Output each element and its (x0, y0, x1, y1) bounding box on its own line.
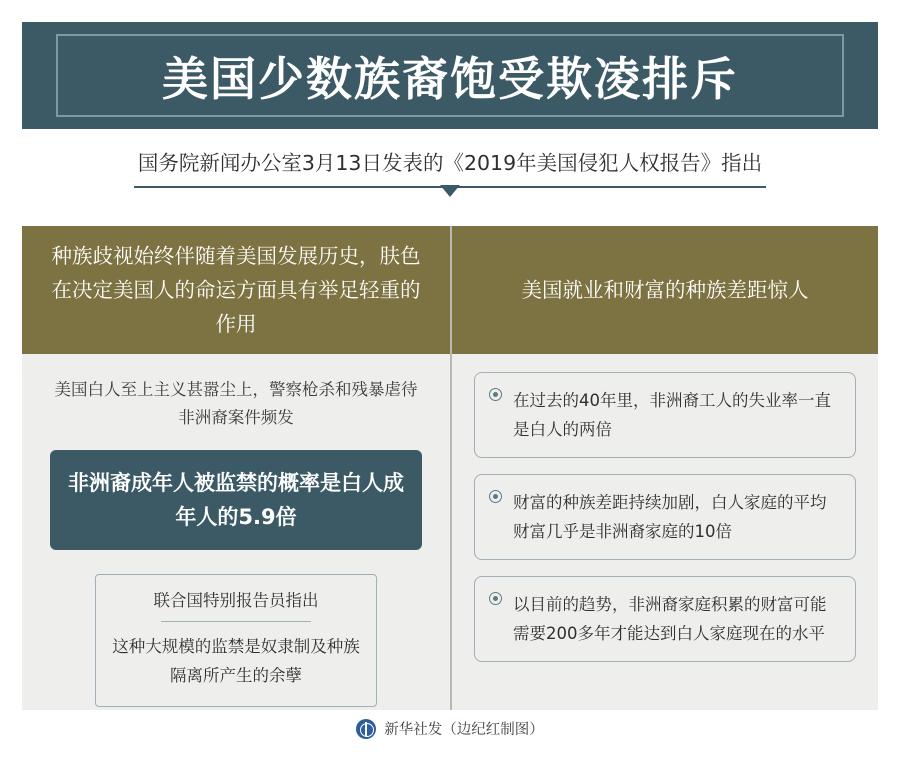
un-rapporteur-card-text: 这种大规模的监禁是奴隶制及种族隔离所产生的余孽 (112, 637, 360, 685)
arrow-down-icon (440, 185, 460, 197)
panel-right-heading: 美国就业和财富的种族差距惊人 (452, 226, 878, 354)
content-panels (22, 226, 878, 710)
header-frame (56, 34, 844, 117)
xinhua-logo-icon (356, 719, 376, 739)
bullet-circle-icon (489, 388, 502, 401)
list-item-text: 以目前的趋势，非洲裔家庭积累的财富可能需要200多年才能达到白人家庭现在的水平 (513, 595, 827, 643)
panel-left-note: 美国白人至上主义甚嚣尘上，警察枪杀和残暴虐待非洲裔案件频发 (54, 380, 418, 427)
panel-left-heading: 种族歧视始终伴随着美国发展历史，肤色在决定美国人的命运方面具有举足轻重的作用 (22, 226, 450, 354)
list-item-text: 财富的种族差距持续加剧，白人家庭的平均财富几乎是非洲裔家庭的10倍 (513, 493, 827, 541)
footer (0, 718, 900, 739)
panel-left-highlight: 非洲裔成年人被监禁的概率是白人成年人的5.9倍 (50, 450, 422, 550)
list-item (474, 576, 856, 662)
subtitle: 国务院新闻办公室3月13日发表的《2019年美国侵犯人权报告》指出 (134, 140, 766, 188)
panel-right (450, 226, 878, 710)
un-rapporteur-card-title: 联合国特别报告员指出 (153, 591, 319, 610)
panel-right-body (452, 354, 878, 662)
header-band (22, 22, 878, 129)
list-item (474, 474, 856, 560)
bullet-circle-icon (489, 490, 502, 503)
divider (161, 621, 311, 622)
list-item (474, 372, 856, 458)
subtitle-wrap (22, 140, 878, 188)
panel-left (22, 226, 450, 710)
bullet-circle-icon (489, 592, 502, 605)
page-title: 美国少数族裔饱受欺凌排斥 (162, 51, 738, 106)
un-rapporteur-card (95, 574, 377, 707)
list-item-text: 在过去的40年里，非洲裔工人的失业率一直是白人的两倍 (513, 391, 831, 439)
footer-credit: 新华社发（边纪红制图） (384, 722, 544, 738)
panel-left-body (22, 354, 450, 707)
